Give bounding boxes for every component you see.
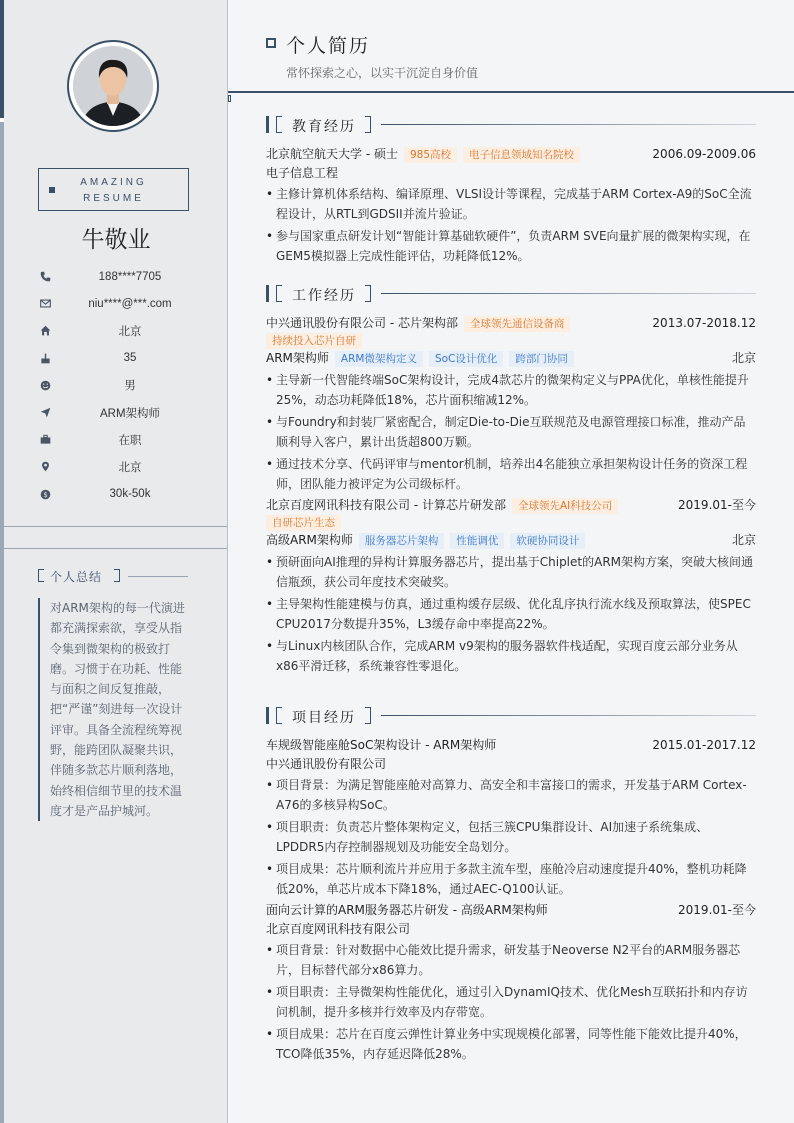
- project-header: [266, 901, 756, 920]
- job-city: 北京: [731, 351, 756, 365]
- company-name: 北京百度网讯科技有限公司 - 计算芯片研发部: [266, 498, 506, 512]
- bracket-left-icon: [276, 285, 282, 302]
- gender-value: 男: [124, 380, 136, 393]
- resume-badge: [38, 168, 189, 211]
- skill-tag: 性能调优: [450, 533, 504, 549]
- summary-text: 对ARM架构的每一代演进都充满探索欲，享受从指令集到微架构的极致打磨。习惯于在功耗、性能与面积之间反复推敲，把“严谨”刻进每一次设计评审。具备全流程统筹视野，能跨团队凝聚共识，伴随多款芯片顺利落地，始终相信细节里的技术温度才是产品护城河。: [38, 598, 190, 821]
- section-bar-icon: [266, 285, 269, 302]
- list-item: • 项目职责：负责芯片整体架构定义，包括三簇CPU集群设计、AI加速子系统集成、LPDDR5内存控制器规划及功能安全岛划分。: [266, 817, 756, 857]
- job-tags-row: [266, 515, 756, 531]
- smile-icon: [38, 378, 52, 392]
- skill-tag: SoC设计优化: [429, 351, 503, 367]
- job-header: [266, 314, 756, 333]
- work-section: [266, 285, 756, 678]
- list-item: • 项目成果：芯片在百度云弹性计算业务中实现规模化部署，同等性能下能效比提升40%，TCO降低35%，内存延迟降低28%。: [266, 1024, 756, 1064]
- title-square-icon: [266, 38, 276, 48]
- briefcase-icon: [38, 433, 52, 447]
- phone-icon: [38, 270, 52, 284]
- main-content: [228, 0, 794, 1123]
- education-section: [266, 116, 756, 268]
- list-item: • 项目成果：芯片顺利流片并应用于多款主流车型，座舱冷启动速度提升40%，整机功耗降低20%，单芯片成本下降18%，通过AEC-Q100认证。: [266, 859, 756, 899]
- candidate-name: 牛敬业: [81, 227, 151, 253]
- sidebar: [4, 0, 228, 1123]
- list-item: • 主导架构性能建模与仿真，通过重构缓存层级、优化乱序执行流水线及预取算法，使SPEC CPU2017分数提升35%，L3缓存命中率提高22%。: [266, 594, 756, 634]
- phone-value: 188****7705: [98, 270, 162, 283]
- home-value: 北京: [118, 325, 142, 338]
- job-role-row: [266, 531, 756, 550]
- list-item: • 项目背景：为满足智能座舱对高算力、高安全和丰富接口的需求，开发基于ARM Cortex-A76的多核异构SoC。: [266, 775, 756, 815]
- job-header: [266, 496, 756, 515]
- list-item: • 预研面向AI推理的异构计算服务器芯片，提出基于Chiplet的ARM架构方案，突破大核间通信瓶颈，获公司年度技术突破奖。: [266, 552, 756, 592]
- section-heading: [266, 285, 756, 303]
- skill-tag: 跨部门协同: [509, 351, 574, 367]
- info-gender: [38, 372, 208, 399]
- project-bullets: [266, 940, 756, 1064]
- info-home: [38, 317, 208, 344]
- list-item: • 通过技术分享、代码评审与mentor机制，培养出4名能独立承担架构设计任务的资深工程师，团队能力被评定为公司级标杆。: [266, 454, 756, 494]
- school-tag: 电子信息领域知名院校: [463, 147, 580, 163]
- avatar-portrait-icon: [73, 46, 153, 126]
- project-name: 面向云计算的ARM服务器芯片研发 - 高级ARM架构师: [266, 903, 548, 917]
- avatar: [73, 46, 153, 126]
- home-icon: [38, 324, 52, 338]
- bracket-left-icon: [276, 707, 282, 724]
- education-dates: 2006.09-2009.06: [652, 147, 756, 161]
- header-tick: [228, 95, 231, 102]
- info-position: [38, 399, 208, 426]
- info-email: [38, 290, 208, 317]
- send-icon: [38, 406, 52, 420]
- bracket-right-icon: [365, 285, 371, 302]
- contact-info-list: [38, 263, 208, 508]
- list-item: • 与Linux内核团队合作，完成ARM v9架构的服务器软件栈适配，实现百度云部分业务从x86平滑迁移，系统兼容性零退化。: [266, 636, 756, 676]
- avatar-frame: [67, 40, 159, 132]
- project-bullets: [266, 775, 756, 899]
- summary-heading: [38, 569, 188, 583]
- bracket-left-icon: [276, 116, 282, 133]
- job-role: 高级ARM架构师: [266, 533, 353, 547]
- section-title: 教育经历: [292, 119, 356, 135]
- education-bullets: [266, 184, 756, 266]
- bracket-right-icon: [365, 707, 371, 724]
- project-company: 北京百度网讯科技有限公司: [266, 922, 411, 936]
- sidebar-divider-2: [4, 548, 227, 549]
- skill-tag: ARM微架构定义: [335, 351, 423, 367]
- company-name: 中兴通讯股份有限公司 - 芯片架构部: [266, 316, 458, 330]
- bracket-left-icon: [38, 569, 44, 582]
- list-item: • 项目背景：针对数据中心能效比提升需求，研发基于Neoverse N2平台的ARM服务器芯片，目标替代部分x86算力。: [266, 940, 756, 980]
- company-tag: 全球领先通信设备商: [464, 316, 571, 332]
- info-phone: [38, 263, 208, 290]
- location-icon: [38, 460, 52, 474]
- job-dates: 2019.01-至今: [678, 498, 756, 512]
- skill-tag: 服务器芯片架构: [359, 533, 445, 549]
- status-value: 在职: [118, 434, 142, 447]
- project-name: 车规级智能座舱SoC架构设计 - ARM架构师: [266, 738, 497, 752]
- job-tags-row: [266, 333, 756, 349]
- salary-value: 30k-50k: [109, 488, 151, 501]
- company-tag: 持续投入芯片自研: [266, 333, 362, 349]
- section-bar-icon: [266, 116, 269, 133]
- company-tag: 自研芯片生态: [266, 515, 341, 531]
- projects-section: [266, 707, 756, 1066]
- job-dates: 2013.07-2018.12: [652, 316, 756, 330]
- project-dates: 2015.01-2017.12: [652, 738, 756, 752]
- job-bullets: [266, 370, 756, 494]
- section-title: 项目经历: [292, 710, 356, 726]
- section-rule: [381, 715, 756, 716]
- badge-square-icon: [49, 187, 55, 193]
- job-role-row: [266, 349, 756, 368]
- mail-icon: [38, 297, 52, 311]
- page-title: 个人简历: [286, 35, 371, 57]
- job-role: ARM架构师: [266, 351, 329, 365]
- summary-title: 个人总结: [50, 570, 103, 584]
- info-age: [38, 345, 208, 372]
- education-header: [266, 145, 756, 164]
- list-item: • 主修计算机体系结构、编译原理、VLSI设计等课程，完成基于ARM Cortex-A9的SoC全流程设计，从RTL到GDSII并流片验证。: [266, 184, 756, 224]
- info-status: [38, 426, 208, 453]
- section-heading: [266, 116, 756, 134]
- section-rule: [381, 293, 756, 294]
- sidebar-divider-1: [4, 526, 227, 527]
- age-value: 35: [123, 352, 137, 365]
- bracket-right-icon: [365, 116, 371, 133]
- job-bullets: [266, 552, 756, 676]
- school-name: 北京航空航天大学 - 硕士: [266, 147, 398, 161]
- svg-text:$: $: [42, 490, 48, 499]
- section-title: 工作经历: [292, 288, 356, 304]
- project-dates: 2019.01-至今: [678, 903, 756, 917]
- list-item: • 参与国家重点研发计划“智能计算基础软硬件”，负责ARM SVE向量扩展的微架构实现，在GEM5模拟器上完成性能评估，功耗降低12%。: [266, 226, 756, 266]
- education-major: 电子信息工程: [266, 166, 339, 180]
- badge-line-1: AMAZING: [80, 177, 147, 188]
- badge-line-2: RESUME: [83, 193, 144, 204]
- section-bar-icon: [266, 707, 269, 724]
- project-company: 中兴通讯股份有限公司: [266, 757, 387, 771]
- money-icon: [38, 487, 52, 501]
- job-city: 北京: [731, 533, 756, 547]
- info-salary: [38, 481, 208, 508]
- email-value: niu****@***.com: [88, 297, 172, 310]
- section-heading: [266, 707, 756, 725]
- project-header: [266, 736, 756, 755]
- list-item: • 与Foundry和封装厂紧密配合，制定Die-to-Die互联规范及电源管理接口标准，推动产品顺利导入客户，累计出货超800万颗。: [266, 412, 756, 452]
- list-item: • 主导新一代智能终端SoC架构设计，完成4款芯片的微架构定义与PPA优化，单核性能提升25%，动态功耗降低18%，芯片面积缩减12%。: [266, 370, 756, 410]
- school-tag: 985高校: [404, 147, 457, 163]
- header-rule: [228, 91, 794, 93]
- summary-heading-rule: [128, 576, 188, 577]
- bracket-right-icon: [114, 569, 120, 582]
- page-subtitle: 常怀探索之心，以实干沉淀自身价值: [286, 66, 479, 80]
- cake-icon: [38, 351, 52, 365]
- list-item: • 项目职责：主导微架构性能优化，通过引入DynamIQ技术、优化Mesh互联拓扑和内存访问机制，提升多核并行效率及内存带宽。: [266, 982, 756, 1022]
- company-tag: 全球领先AI科技公司: [512, 498, 618, 514]
- position-value: ARM架构师: [99, 407, 161, 420]
- location-value: 北京: [118, 461, 142, 474]
- skill-tag: 软硬协同设计: [510, 533, 585, 549]
- info-location: [38, 453, 208, 480]
- section-rule: [381, 124, 756, 125]
